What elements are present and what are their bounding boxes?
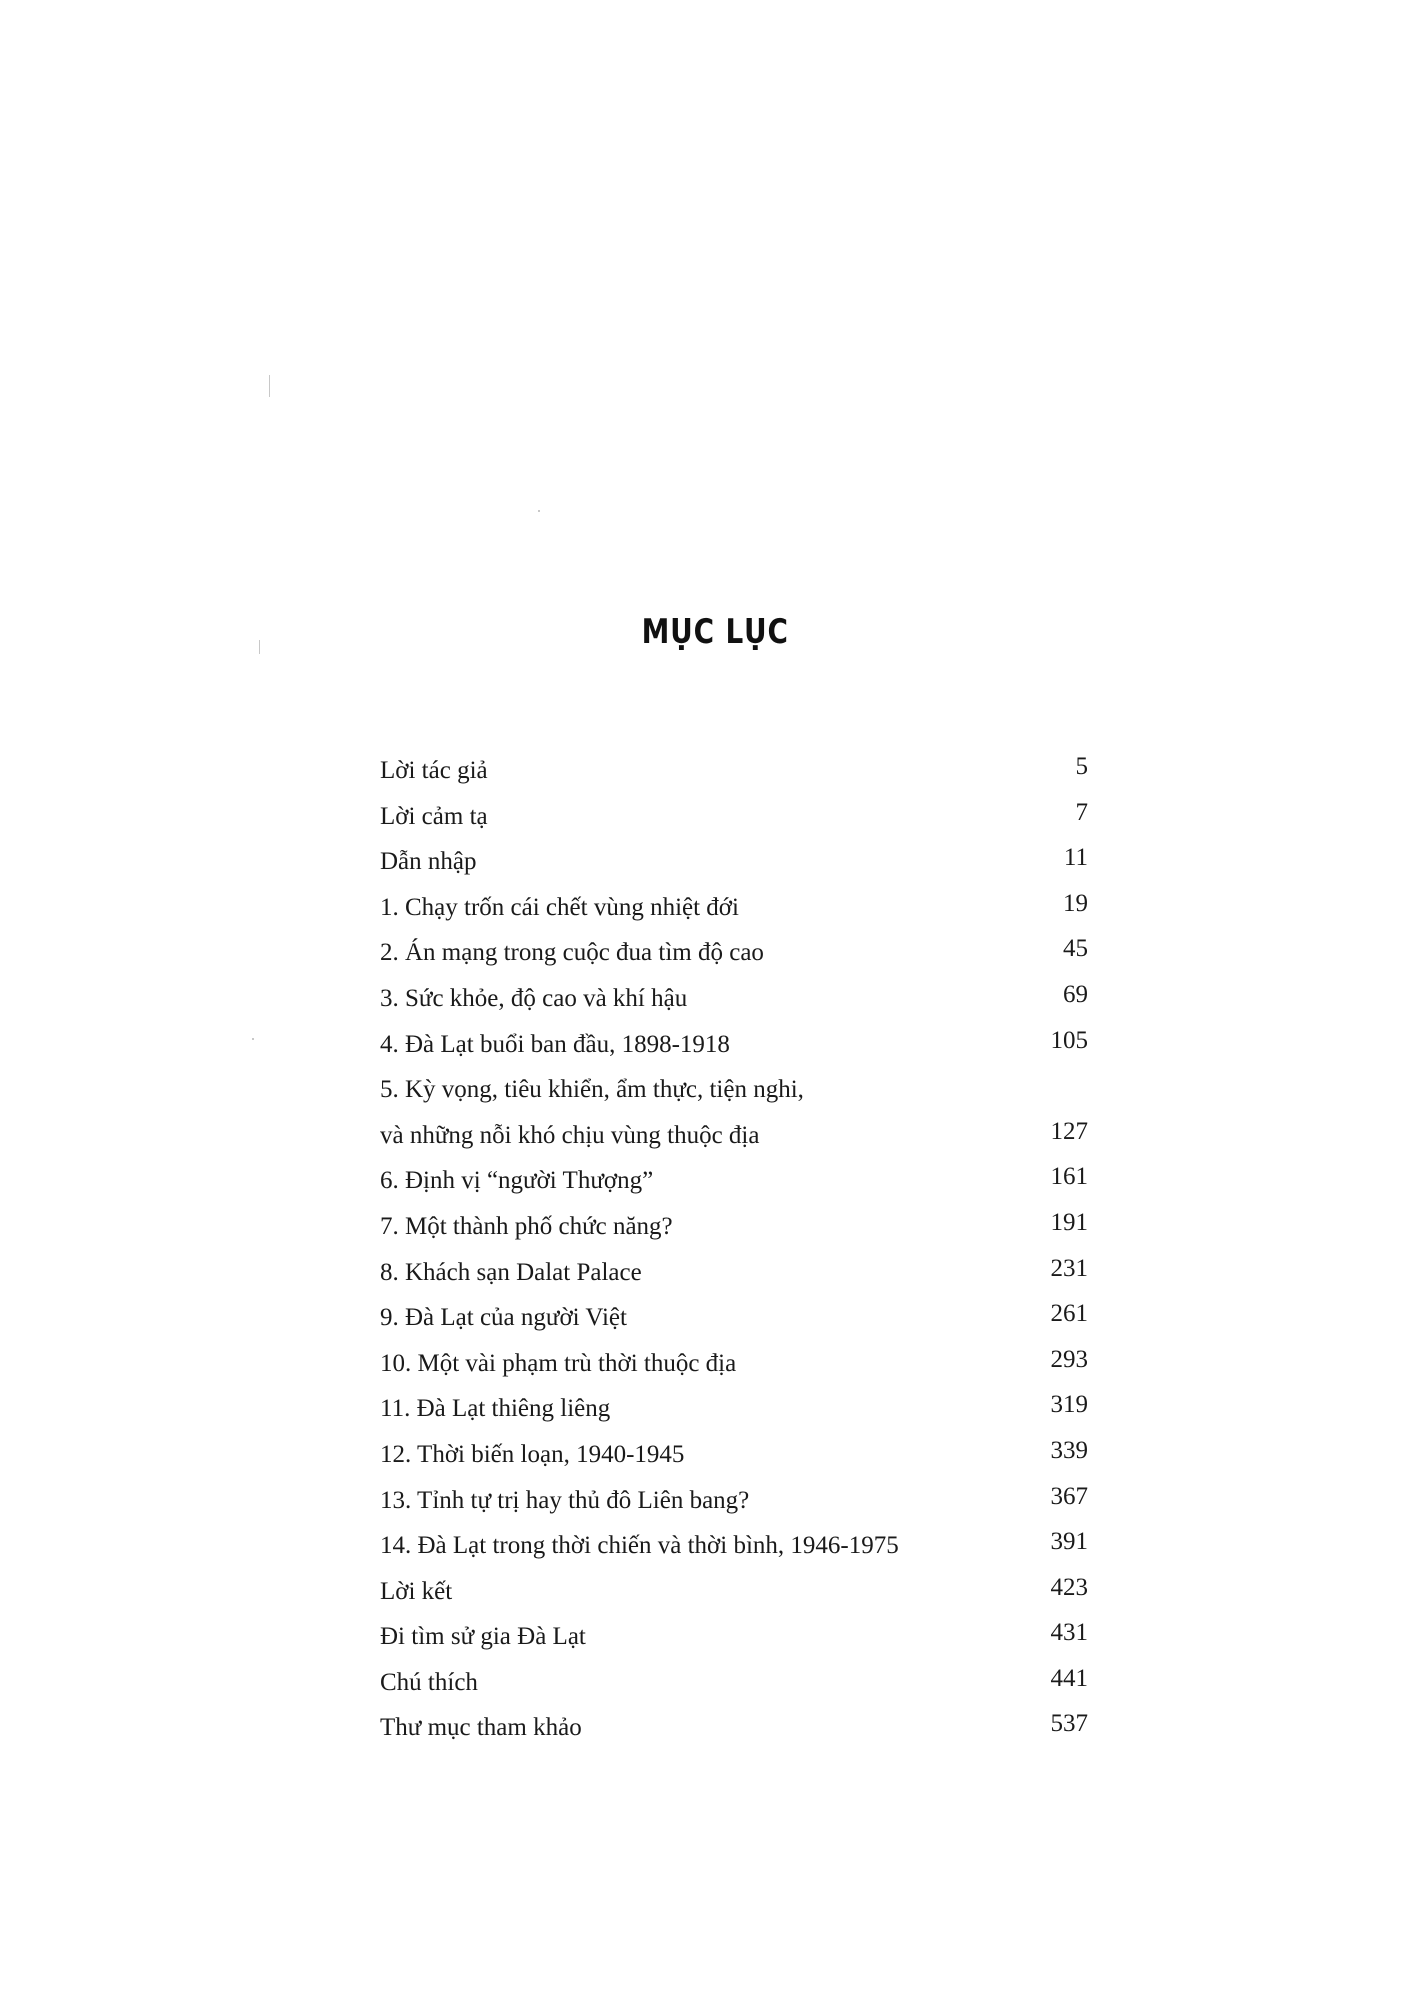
- toc-entry: [380, 1660, 1088, 1706]
- toc-entry: [380, 1113, 1088, 1159]
- toc-entry-page-number: 231: [1050, 1254, 1088, 1282]
- scan-mark: [538, 510, 540, 512]
- toc-entry-label: 5. Kỳ vọng, tiêu khiển, ẩm thực, tiện nghi,: [380, 1076, 804, 1104]
- toc-entry: [380, 1204, 1088, 1250]
- toc-entry-label: 13. Tỉnh tự trị hay thủ đô Liên bang?: [380, 1486, 750, 1514]
- toc-entry-page-number: 391: [1050, 1528, 1088, 1556]
- toc-entry: [380, 976, 1088, 1022]
- toc-entry-label: Đi tìm sử gia Đà Lạt: [380, 1623, 586, 1651]
- toc-entry-label: 11. Đà Lạt thiêng liêng: [380, 1395, 611, 1423]
- toc-entry-label: 7. Một thành phố chức năng?: [380, 1212, 673, 1240]
- toc-entry-label: 4. Đà Lạt buổi ban đầu, 1898-1918: [380, 1030, 730, 1058]
- toc-entry-label: Lời tác giả: [380, 757, 488, 784]
- toc-entry-page-number: 161: [1050, 1163, 1088, 1191]
- toc-entry-page-number: 127: [1050, 1117, 1088, 1145]
- toc-entry-label: 2. Án mạng trong cuộc đua tìm độ cao: [380, 939, 764, 967]
- toc-entry: [380, 748, 1088, 794]
- toc-entry-label: Lời cảm tạ: [380, 802, 488, 830]
- toc-entry-page-number: 261: [1050, 1300, 1088, 1328]
- toc-entry: [380, 1250, 1088, 1296]
- toc-entry: [380, 1478, 1088, 1524]
- scan-mark: [269, 375, 270, 397]
- toc-entry: [380, 1022, 1088, 1068]
- table-of-contents: [380, 748, 1088, 1751]
- toc-entry-page-number: 441: [1050, 1664, 1088, 1692]
- toc-entry-page-number: 191: [1050, 1208, 1088, 1236]
- toc-entry-page-number: 423: [1050, 1573, 1088, 1601]
- toc-entry-label: 12. Thời biến loạn, 1940-1945: [380, 1440, 685, 1468]
- toc-entry-label: 6. Định vị “người Thượng”: [380, 1167, 654, 1195]
- toc-entry-label: và những nỗi khó chịu vùng thuộc địa: [380, 1121, 760, 1149]
- toc-entry: [380, 1341, 1088, 1387]
- toc-entry: [380, 839, 1088, 885]
- toc-entry: [380, 930, 1088, 976]
- toc-entry-label: Chú thích: [380, 1668, 478, 1696]
- toc-entry: [380, 794, 1088, 840]
- toc-entry: [380, 1523, 1088, 1569]
- toc-entry: [380, 1386, 1088, 1432]
- toc-entry-label: Lời kết: [380, 1577, 453, 1605]
- toc-entry: [380, 1158, 1088, 1204]
- toc-entry-page-number: 45: [1063, 935, 1088, 963]
- toc-entry: [380, 1614, 1088, 1660]
- toc-entry: [380, 1295, 1088, 1341]
- toc-entry-label: 3. Sức khỏe, độ cao và khí hậu: [380, 984, 688, 1012]
- toc-entry: [380, 885, 1088, 931]
- toc-entry-page-number: 19: [1063, 889, 1088, 917]
- toc-entry-label: 10. Một vài phạm trù thời thuộc địa: [380, 1349, 737, 1377]
- toc-entry-page-number: 105: [1050, 1026, 1088, 1054]
- toc-entry-page-number: 69: [1063, 980, 1088, 1008]
- toc-entry: [380, 1705, 1088, 1751]
- page-title: MỤC LỤC: [641, 612, 789, 652]
- toc-entry: [380, 1569, 1088, 1615]
- toc-entry-page-number: 319: [1050, 1391, 1088, 1419]
- toc-entry-page-number: 11: [1063, 844, 1088, 872]
- toc-entry-page-number: 367: [1050, 1482, 1088, 1510]
- toc-entry: [380, 1432, 1088, 1478]
- toc-entry-page-number: 431: [1050, 1619, 1088, 1647]
- toc-entry-page-number: 293: [1050, 1345, 1088, 1373]
- toc-entry-label: 14. Đà Lạt trong thời chiến và thời bình, 1946-1975: [380, 1532, 899, 1560]
- scan-mark: [252, 1038, 254, 1040]
- toc-entry-page-number: 7: [1075, 798, 1088, 826]
- toc-entry-page-number: 537: [1050, 1710, 1088, 1738]
- toc-entry-page-number: 339: [1050, 1436, 1088, 1464]
- toc-entry-label: Thư mục tham khảo: [380, 1714, 582, 1742]
- toc-entry-page-number: 5: [1075, 753, 1088, 780]
- toc-entry-label: 8. Khách sạn Dalat Palace: [380, 1258, 642, 1286]
- toc-entry-label: 9. Đà Lạt của người Việt: [380, 1304, 627, 1332]
- toc-entry: [380, 1067, 1088, 1113]
- toc-entry-label: Dẫn nhập: [380, 848, 477, 876]
- toc-entry-label: 1. Chạy trốn cái chết vùng nhiệt đới: [380, 893, 739, 921]
